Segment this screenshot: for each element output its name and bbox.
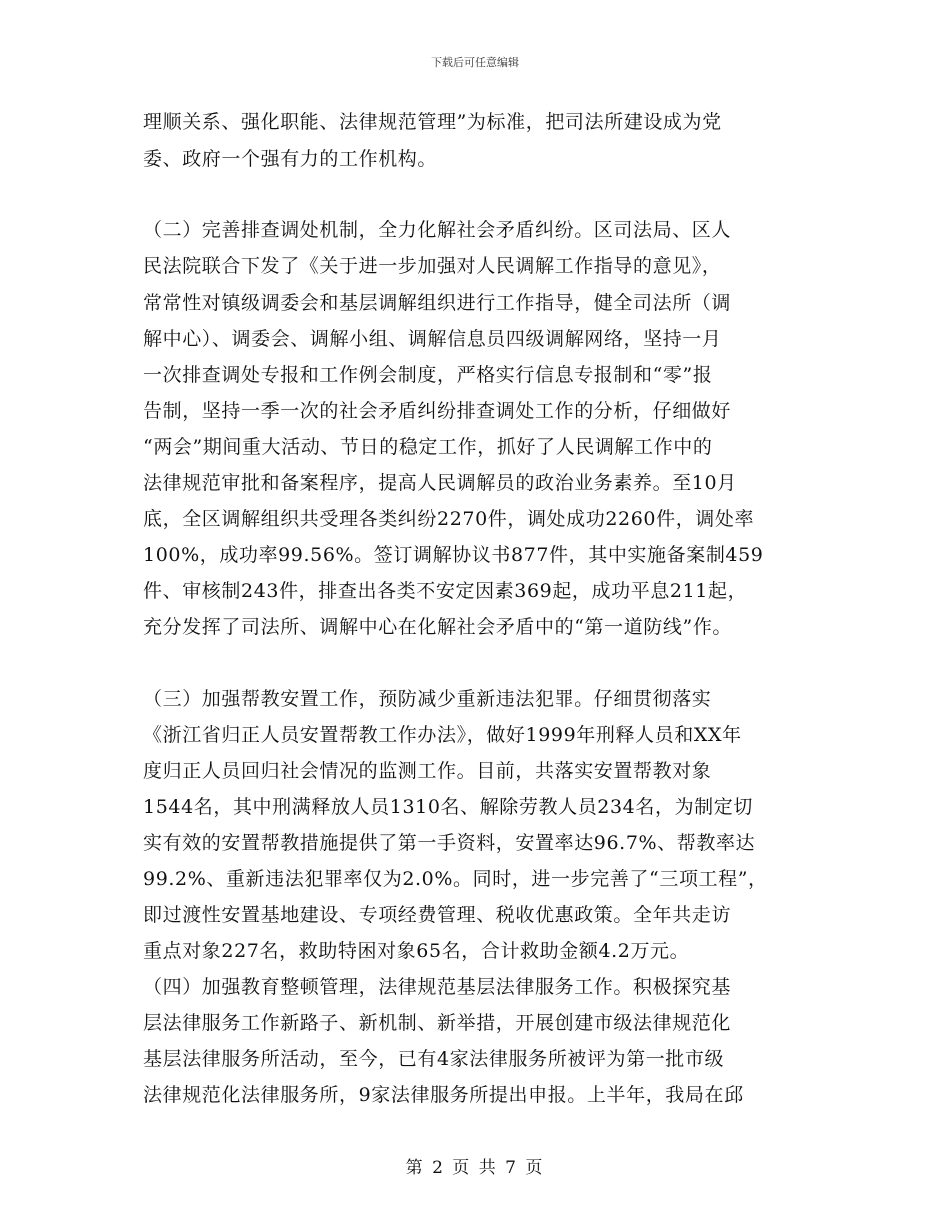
text-line: 委、政府一个强有力的工作机构。 (143, 148, 438, 170)
text-line: 即过渡性安置基地建设、专项经费管理、税收优惠政策。全年共走访 (143, 904, 732, 926)
text-line: 告制，坚持一季一次的社会矛盾纠纷排查调处工作的分析，仔细做好 (143, 400, 732, 422)
text-line: 基层法律服务所活动，至今，已有4家法律服务所被评为第一批市级 (143, 1048, 725, 1070)
text-line: 度归正人员回归社会情况的监测工作。目前，共落实安置帮教对象 (143, 760, 712, 782)
text-line: 《浙江省归正人员安置帮教工作办法》，做好1999年刑释人员和XX年 (143, 724, 742, 746)
text-line: 底，全区调解组织共受理各类纠纷2270件，调处成功2260件，调处率 (143, 508, 755, 530)
text-line: 层法律服务工作新路子、新机制、新举措，开展创建市级法律规范化 (143, 1012, 732, 1034)
text-line: （三）加强帮教安置工作，预防减少重新违法犯罪。仔细贯彻落实 (143, 688, 712, 710)
text-line: 一次排查调处专报和工作例会制度，严格实行信息专报制和“零”报 (143, 364, 713, 386)
text-line: 常常性对镇级调委会和基层调解组织进行工作指导，健全司法所（调 (143, 292, 732, 314)
text-line: 充分发挥了司法所、调解中心在化解社会矛盾中的“第一道防线”作。 (143, 616, 733, 638)
text-line: 件、审核制243件，排查出各类不安定因素369起，成功平息211起， (143, 580, 748, 602)
text-line: 法律规范审批和备案程序，提高人民调解员的政治业务素养。至10月 (143, 472, 737, 494)
page-number: 第 2 页 共 7 页 (405, 1158, 545, 1178)
text-line: “两会”期间重大活动、节日的稳定工作，抓好了人民调解工作中的 (143, 436, 713, 458)
text-line: 1544名，其中刑满释放人员1310名、解除劳教人员234名，为制定切 (143, 796, 753, 818)
text-line: 实有效的安置帮教措施提供了第一手资料，安置率达96.7%、帮教率达 (143, 832, 756, 854)
text-line: 理顺关系、强化职能、法律规范管理”为标准，把司法所建设成为党 (143, 111, 722, 133)
text-line: （二）完善排查调处机制，全力化解社会矛盾纠纷。区司法局、区人 (143, 219, 732, 241)
text-line: 法律规范化法律服务所，9家法律服务所提出申报。上半年，我局在邱 (143, 1084, 744, 1106)
text-line: （四）加强教育整顿管理，法律规范基层法律服务工作。积极探究基 (143, 976, 732, 998)
text-line: 民法院联合下发了《关于进一步加强对人民调解工作指导的意见》， (143, 255, 722, 277)
text-line: 100%，成功率99.56%。签订调解协议书877件，其中实施备案制459 (143, 544, 764, 566)
text-line: 99.2%、重新违法犯罪率仅为2.0%。同时，进一步完善了“三项工程”， (143, 868, 768, 890)
page-header: 下载后可任意编辑 (431, 56, 519, 69)
text-line: 解中心）、调委会、调解小组、调解信息员四级调解网络，坚持一月 (143, 328, 722, 350)
text-line: 重点对象227名，救助特困对象65名，合计救助金额4.2万元。 (143, 940, 690, 962)
